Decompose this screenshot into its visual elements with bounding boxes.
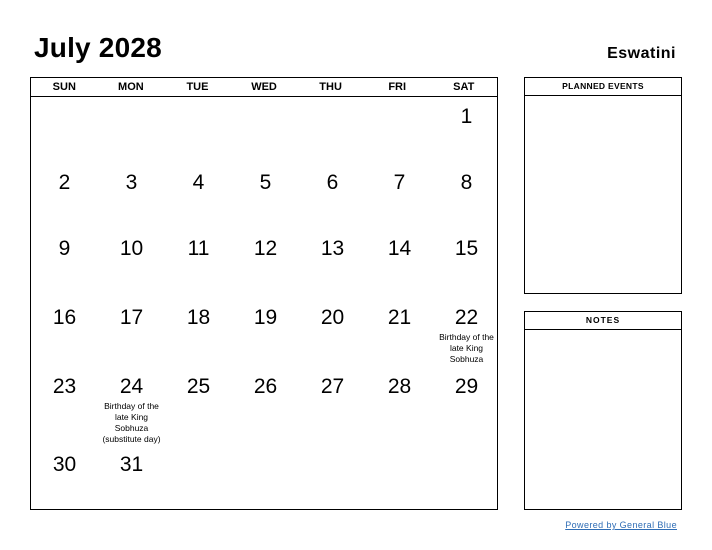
day-number: 17 [119,306,144,329]
day-number: 10 [119,237,144,260]
day-number: 31 [119,453,144,476]
day-cell [31,306,98,330]
day-cell [31,237,98,261]
country-label: Eswatini [607,45,676,62]
day-number: 23 [52,375,77,398]
day-number: 8 [460,171,473,194]
day-number: 9 [58,237,71,260]
day-cell [299,375,366,399]
day-number: 24 [119,375,144,398]
day-number: 6 [326,171,339,194]
day-cell [98,237,165,261]
calendar-title: July 2028 [34,32,162,63]
day-cell [433,306,500,365]
weekday-thu: THU [319,81,342,93]
day-cell [299,171,366,195]
day-cell [366,171,433,195]
day-cell [232,306,299,330]
weekday-sat: SAT [453,81,475,93]
day-cell [299,237,366,261]
day-cell [98,306,165,330]
day-number: 15 [454,237,479,260]
weekday-wed: WED [251,81,277,93]
day-cell [366,375,433,399]
weekday-header-row [31,78,497,97]
day-cell [31,375,98,399]
day-cell [98,171,165,195]
day-cell [165,237,232,261]
day-number: 2 [58,171,71,194]
day-cell [433,171,500,195]
day-cell [433,237,500,261]
day-cell [232,375,299,399]
day-number: 29 [454,375,479,398]
planned-events-panel [524,77,682,294]
day-number: 13 [320,237,345,260]
day-number: 19 [253,306,278,329]
day-number: 25 [186,375,211,398]
day-cell [232,171,299,195]
day-cell [433,375,500,399]
day-cell [165,306,232,330]
weekday-sun: SUN [52,81,76,93]
day-number: 5 [259,171,272,194]
powered-by-link[interactable]: Powered by General Blue [565,520,677,530]
day-number: 4 [192,171,205,194]
day-cell [98,453,165,477]
day-cell [366,306,433,330]
planned-events-header: PLANNED EVENTS [525,78,681,96]
month-calendar-grid [30,77,498,510]
day-number: 14 [387,237,412,260]
day-cell [299,306,366,330]
day-number: 21 [387,306,412,329]
day-number: 22 [454,306,479,329]
day-cell [31,171,98,195]
day-number: 3 [125,171,138,194]
day-cell [433,105,500,129]
day-number: 26 [253,375,278,398]
day-cell [366,237,433,261]
day-number: 20 [320,306,345,329]
day-number: 30 [52,453,77,476]
day-number: 18 [186,306,211,329]
day-number: 7 [393,171,406,194]
weekday-mon: MON [118,81,144,93]
weekday-tue: TUE [186,81,209,93]
day-cell [165,171,232,195]
day-number: 1 [460,105,473,128]
day-cell [31,453,98,477]
day-cell [98,375,165,445]
day-cell [165,375,232,399]
day-number: 28 [387,375,412,398]
day-number: 11 [187,237,210,260]
weekday-fri: FRI [388,81,407,93]
holiday-label: Birthday of the late King Sobhuza [439,332,494,364]
notes-header: NOTES [525,312,681,330]
day-cell [232,237,299,261]
day-number: 27 [320,375,345,398]
notes-panel [524,311,682,510]
day-number: 16 [52,306,77,329]
holiday-label: Birthday of the late King Sobhuza (substitute day) [102,401,161,444]
day-number: 12 [253,237,278,260]
